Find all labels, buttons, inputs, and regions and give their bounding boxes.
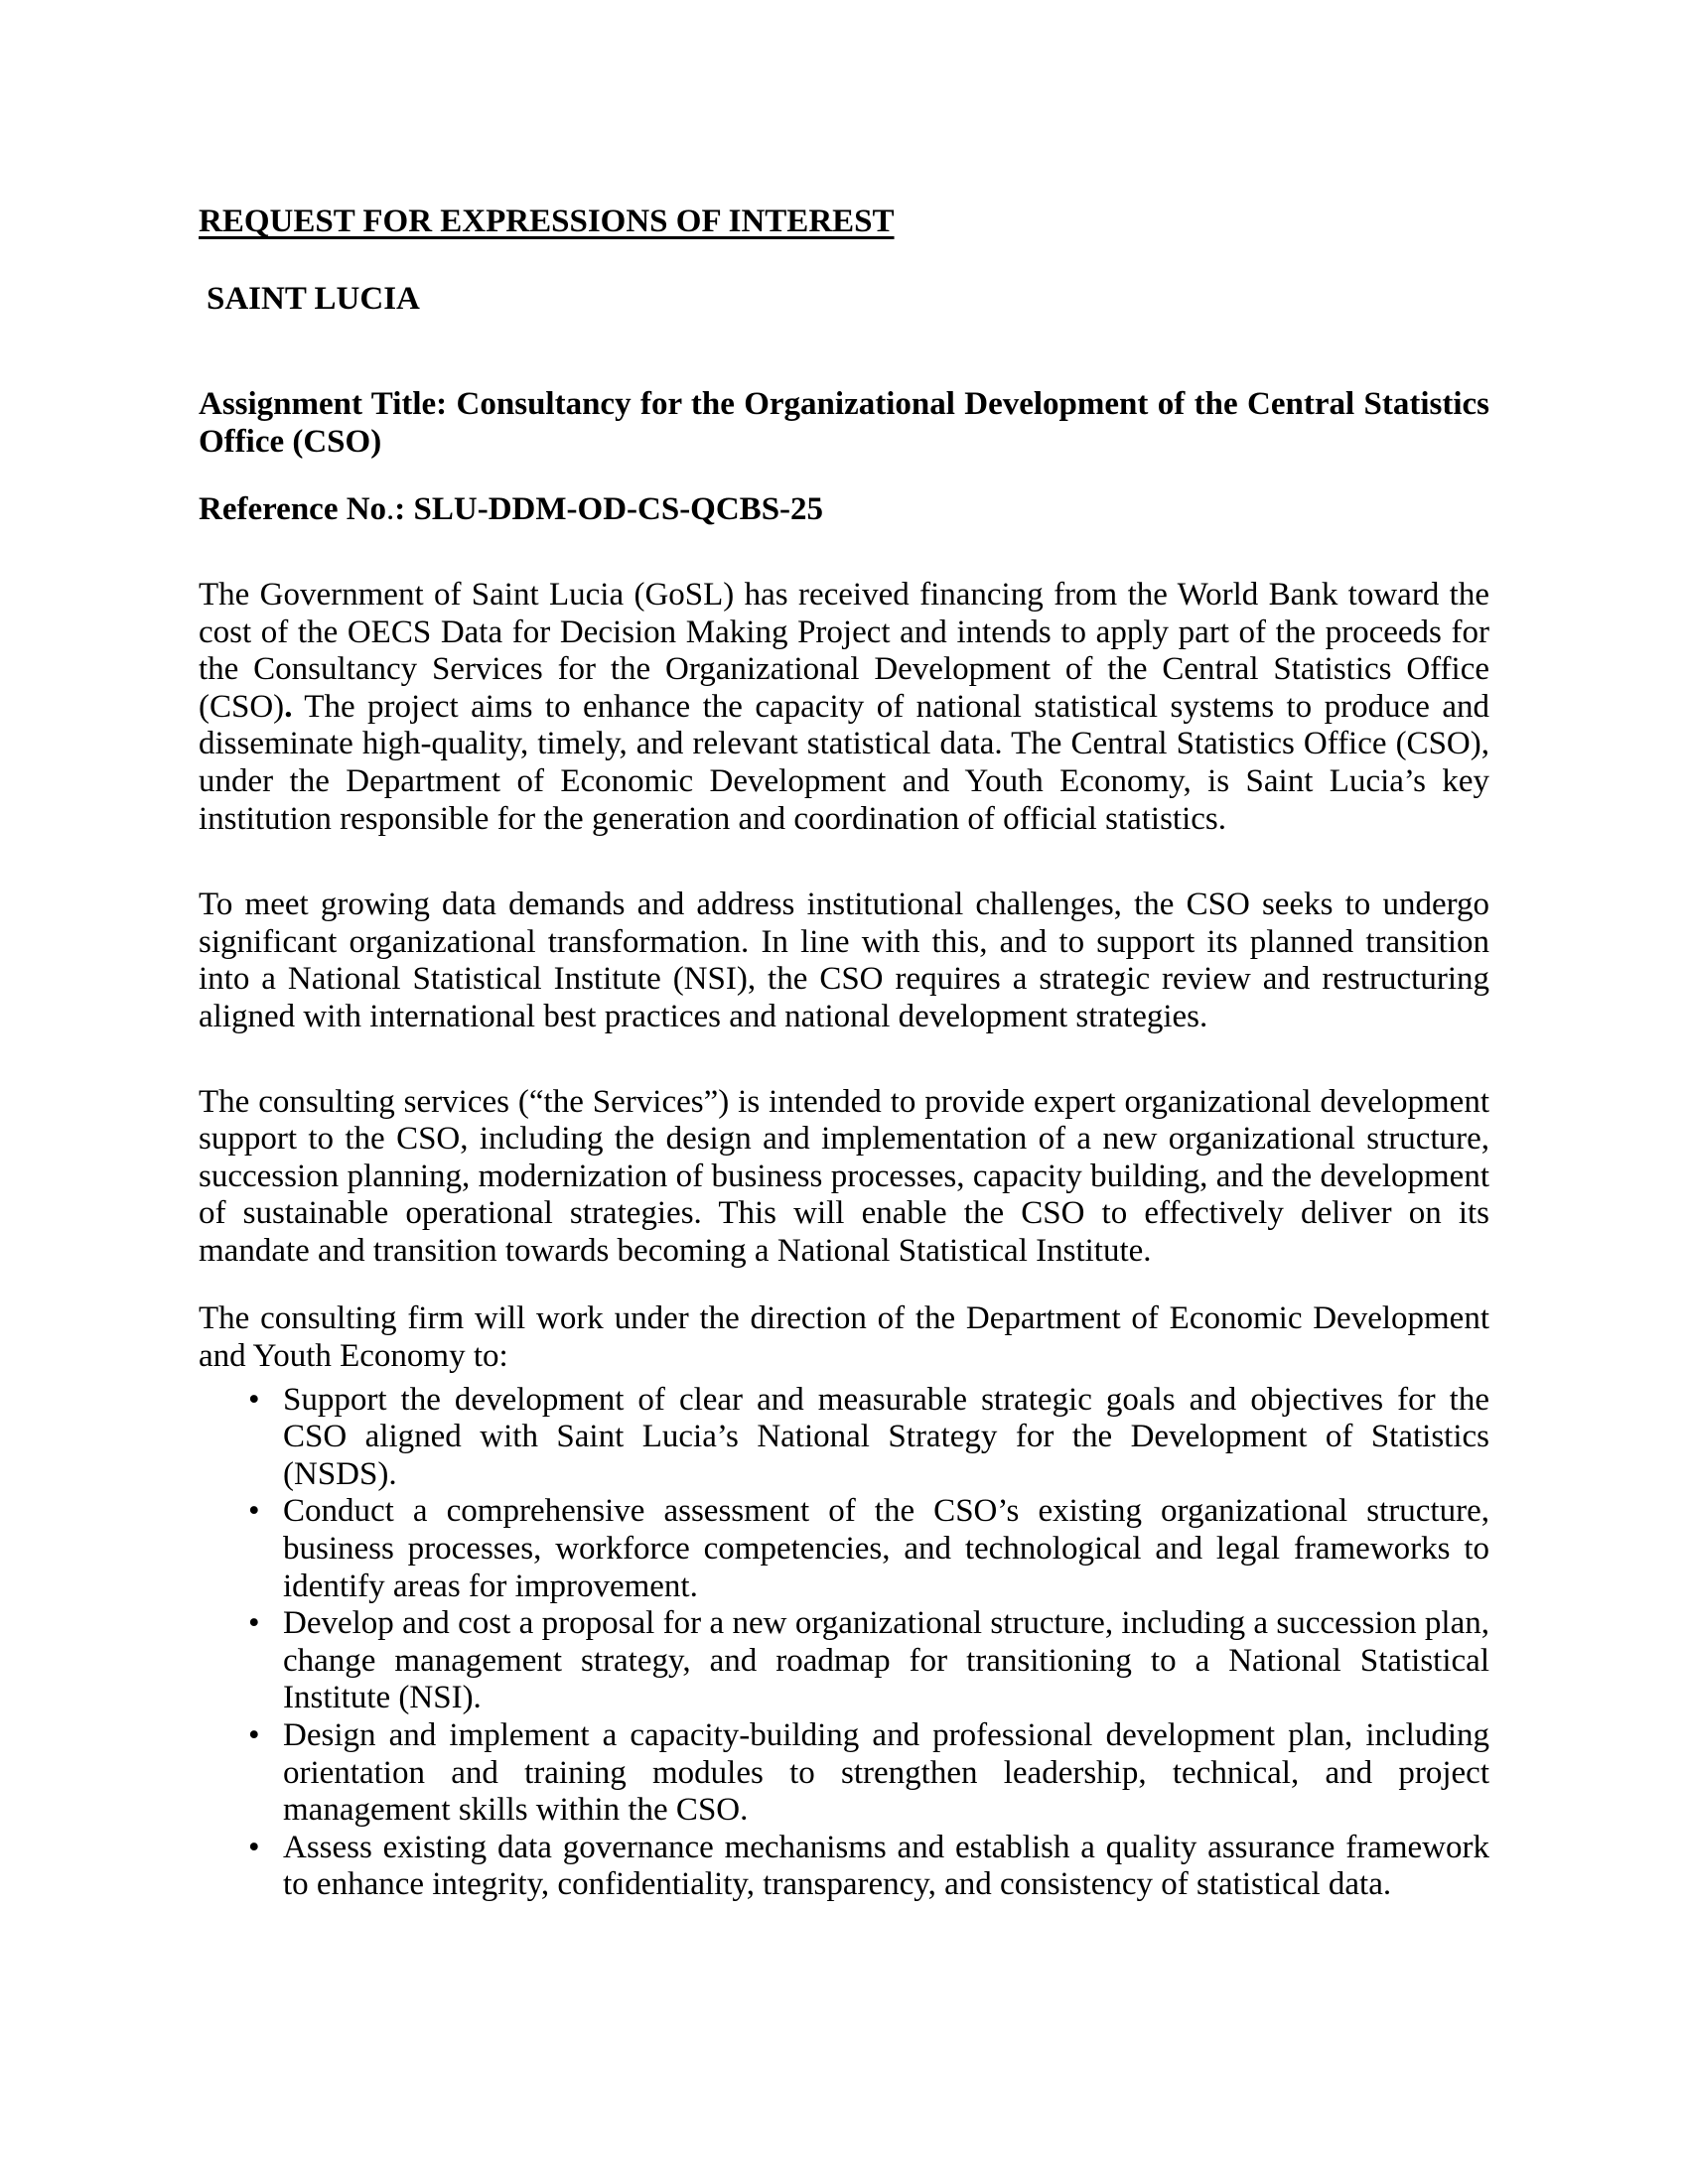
list-item-text: Conduct a comprehensive assessment of the CSO’s existing organizational structure, business processes, workforce competencies, and technological and legal frameworks to identify areas for improvement. [283, 1493, 1489, 1604]
reference-number-line [199, 491, 1489, 529]
assignment-title: Assignment Title: Consultancy for the Organizational Development of the Central Statistics Office (CSO) [199, 386, 1489, 460]
bullet-icon: • [248, 1605, 260, 1642]
list-item [199, 1382, 1489, 1494]
objectives-list [199, 1382, 1489, 1904]
reference-separator: . [386, 491, 395, 528]
reference-value: : SLU-DDM-OD-CS-QCBS-25 [394, 491, 824, 528]
paragraph-financing-continuation: The project aims to enhance the capacity of national statistical systems to produce and disseminate high-quality, timely, and relevant statistical data. The Central Statistics Office (CSO), under the Department of Economic Development and Youth Economy, is Saint Lucia’s key institution responsible for the generation and coordination of official statistics. [199, 688, 1489, 837]
bullet-icon: • [248, 1829, 260, 1865]
list-item [199, 1493, 1489, 1605]
bullet-icon: • [248, 1493, 260, 1530]
list-item-text: Design and implement a capacity-building and professional development plan, including orientation and training modules to strengthen leadership, technical, and project management skills within the CSO. [283, 1717, 1489, 1829]
document-title: REQUEST FOR EXPRESSIONS OF INTEREST [199, 204, 895, 239]
reference-label: Reference No [199, 491, 387, 528]
list-item-text: Support the development of clear and measurable strategic goals and objectives for the CSO aligned with Saint Lucia’s National Strategy for the Development of Statistics (NSDS). [283, 1381, 1489, 1492]
paragraph-financing-text: The Government of Saint Lucia (GoSL) has received financing from the World Bank toward the cost of the OECS Data for Decision Making Project and intends to apply part of the proceeds for the Consultancy Services for the Organizational Development of the Central Statistics Office (CSO) [199, 576, 1489, 725]
bullet-icon: • [248, 1381, 260, 1418]
paragraph-direction-lead-in: The consulting firm will work under the direction of the Department of Economic Development and Youth Economy to: [199, 1300, 1489, 1375]
list-item [199, 1605, 1489, 1717]
paragraph-financing-bold-period: . [284, 688, 293, 725]
list-item [199, 1830, 1489, 1904]
list-item-text: Assess existing data governance mechanisms and establish a quality assurance framework to enhance integrity, confidentiality, transparency, and consistency of statistical data. [283, 1829, 1489, 1903]
bullet-icon: • [248, 1717, 260, 1753]
paragraph-financing [199, 577, 1489, 838]
paragraph-transformation: To meet growing data demands and address institutional challenges, the CSO seeks to undergo significant organizational transformation. In line with this, and to support its planned transition into a National Statistical Institute (NSI), the CSO requires a strategic review and restructuring aligned with international best practices and national development strategies. [199, 887, 1489, 1034]
country-heading: SAINT LUCIA [207, 280, 420, 317]
list-item [199, 1717, 1489, 1830]
paragraph-services: The consulting services (“the Services”) is intended to provide expert organizational development support to the CSO, including the design and implementation of a new organizational structure, succession planning, modernization of business processes, capacity building, and the development of sustainable operational strategies. This will enable the CSO to effectively deliver on its mandate and transition towards becoming a National Statistical Institute. [199, 1083, 1489, 1269]
list-item-text: Develop and cost a proposal for a new organizational structure, including a succession plan, change management strategy, and roadmap for transitioning to a National Statistical Institute (NSI). [283, 1605, 1489, 1716]
